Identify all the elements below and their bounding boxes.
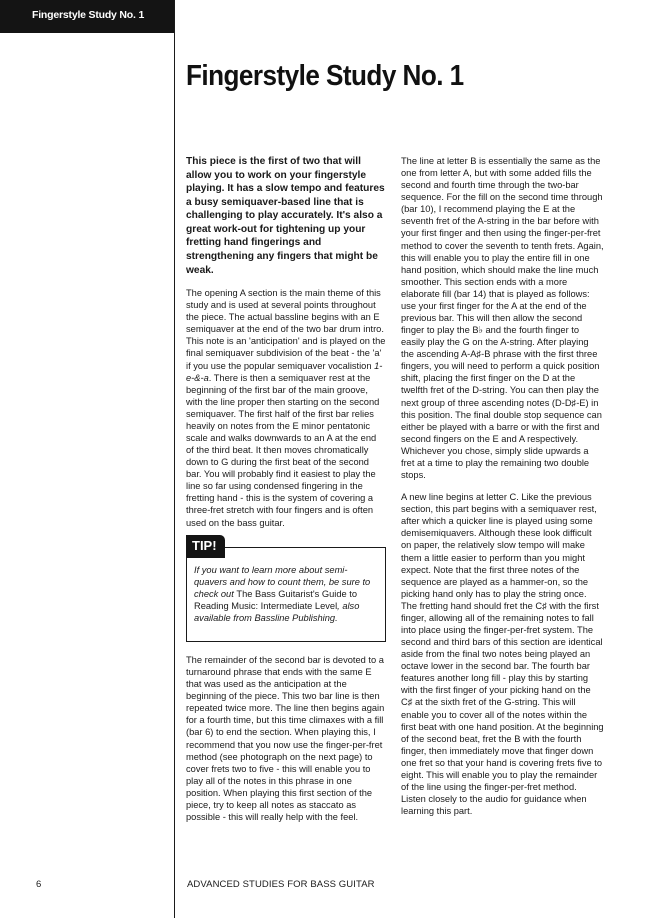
section-tab	[0, 0, 174, 33]
tip-text-a: If you want to learn more about semi-quavers and how to count them, be sure to check out	[194, 564, 371, 599]
body-paragraph-1-text-a: The opening A section is the main theme of this study and is used at several points throughout the piece. The actual bassline begins with an E semiquaver at the end of the two bar drum intro. This note is an 'anticipation' and is played on the final semiquaver subdivision of the beat - the 'a' if you use the popular semiquaver vocalistion	[186, 288, 386, 371]
lead-paragraph: This piece is the first of two that will allow you to work on your fingerstyle playing. It has a slow tempo and features a busy semiquaver-based line that is challenging to play accurately. It's also a great work-out for tightening up your fretting hand fingerings and strengthening any fingers that might be weak.	[186, 156, 385, 276]
body-paragraph-1	[186, 287, 386, 529]
page-number: 6	[36, 879, 42, 890]
tip-text	[194, 564, 378, 624]
tip-book-title: The Bass Guitarist's Guide to Reading Music: Intermediate Level	[194, 588, 358, 611]
page-title: Fingerstyle Study No. 1	[186, 60, 464, 92]
margin-rule	[174, 0, 175, 918]
tip-text-c: , also available from Bassline Publishing.	[194, 600, 360, 623]
body-paragraph-1-text-b: . There is then a semiquaver rest at the beginning of the first bar of the main groove, with the line proper then starting on the second semiquaver. The first half of the first bar relies heavily on notes from the E minor pentatonic scale and walks downwards to an A at the end of the third beat. It then moves chromatically down to G during the first beat of the second bar. You will probably find it easiest to play the line so far using condensed fingering in the fretting hand - this is the system of covering a three-fret stretch with four fingers and is often used on the bass guitar.	[186, 372, 380, 528]
tip-box	[186, 537, 386, 642]
body-paragraph-3: The line at letter B is essentially the same as the one from letter A, but with some added fills the second and fourth time through the two-bar sequence. For the fill on the second time through (bar 10), I recommend playing the E at the seventh fret of the A-string in the bar before with your first finger and then using the finger-per-fret method to cover the seventh to tenth frets. Again, this will enable you to play the entire fill in one hand position, which should make the line much smoother. This section ends with a more elaborate fill (bar 14) that is played as follows: use your first finger for the A at the end of the previous bar. This will then allow the second finger to play the B♭ and the fourth finger to easily play the G on the A-string. After playing the ascending A-A♯-B phrase with the first three fingers, you will need to perform a quick position shift, placing the first finger on the D at the twelfth fret of the D-string. You can then play the next group of three ascending notes (D-D♯-E) in this position. The final double stop sequence can either be played with a barre or with the first and second fingers on the E and A respectively. Whichever you chose, simply slide upwards a fret at a time to play the remaining two double stops.	[401, 156, 604, 481]
left-column	[186, 155, 386, 833]
body-paragraph-4: A new line begins at letter C. Like the previous section, this part begins with a semiquaver rest, after which a quicker line is played using some demisemiquavers. Although these look difficult on paper, the relatively slow tempo will make them a little easier to perform than you might expect. Note that the first three notes of the sequence are played as a hammer-on, so the picking hand only has to play the string once. The fretting hand should fret the C♯ with the first finger, allowing all of the remaining notes to fall into place using the finger-per-fret system. The second and third bars of this section are identical aside from the final two notes being played an octave lower in the second bar. The fourth bar features another long fill - play this by starting with the first finger of your picking hand on the C♯ at the sixth fret of the G-string. This will enable you to cover all of the notes within the first beat with one hand position. At the beginning of the second beat, fret the B with the fourth finger, then immediately move that finger down one fret so that your hand is covering frets five to eight. This will enable you to play the remainder of the line using the finger-per-fret method. Listen closely to the audio for guidance when learning this part.	[401, 492, 604, 817]
right-column	[401, 155, 604, 827]
section-tab-label: Fingerstyle Study No. 1	[32, 9, 145, 21]
counting-syllables: 1-e-&-a	[186, 360, 383, 383]
tip-label: TIP!	[186, 535, 225, 558]
running-title: ADVANCED STUDIES FOR BASS GUITAR	[187, 879, 375, 890]
body-paragraph-2: The remainder of the second bar is devoted to a turnaround phrase that ends with the same E that was used as the anticipation at the beginning of the piece. This two bar line is then repeated twice more. The line then begins again for a fourth time, but this time climaxes with a fill (bar 6) to end the section. When playing this, I recommend that you now use the finger-per-fret method (see photograph on the next page) to cover frets two to five - this will enable you to play all of the notes in this phrase in one position. When playing this first section of the piece, try to keep all notes as staccato as possible - this will really help with the feel.	[186, 655, 385, 823]
